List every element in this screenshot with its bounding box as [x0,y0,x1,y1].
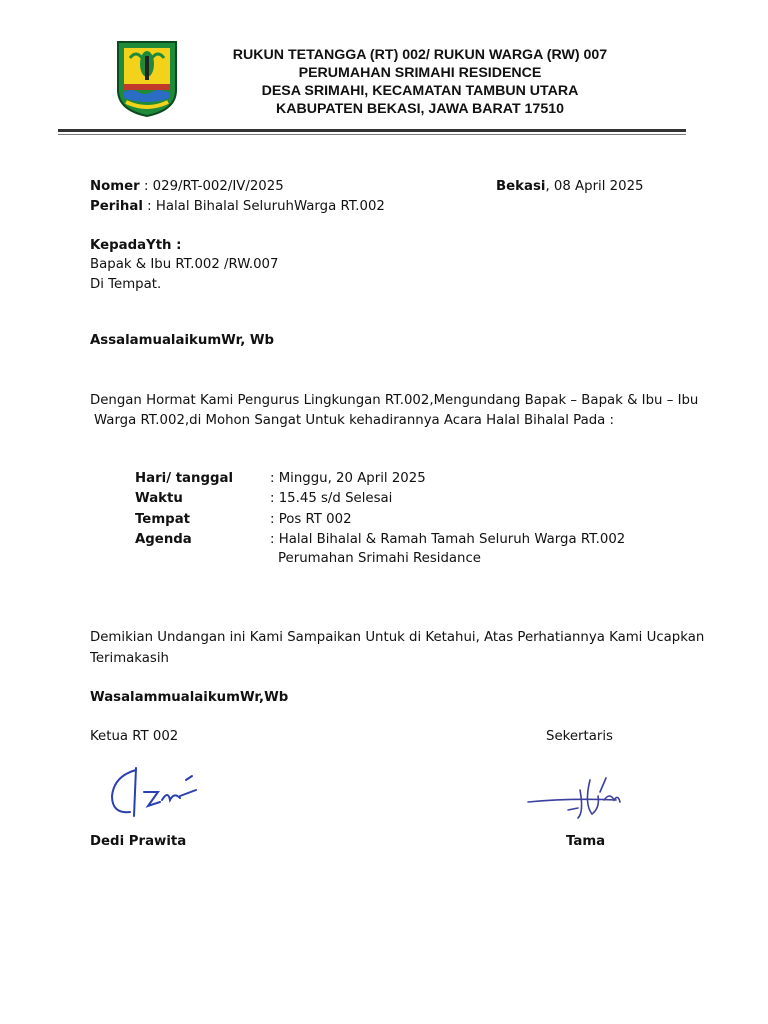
body-line-2: Warga RT.002,di Mohon Sangat Untuk kehadirannya Acara Halal Bihalal Pada : [94,413,615,428]
letterhead-line-2: PERUMAHAN SRIMAHI RESIDENCE [298,65,542,81]
event-value-place: : Pos RT 002 [270,512,352,527]
recipient-line-1: Bapak & Ibu RT.002 /RW.007 [90,257,279,272]
event-value-agenda: : Halal Bihalal & Ramah Tamah Seluruh Warga RT.002 [270,532,626,547]
right-signer-title: Sekertaris [546,729,613,744]
letterhead-line-1: RUKUN TETANGGA (RT) 002/ RUKUN WARGA (RW) 007 [232,47,608,63]
recipient-line-2: Di Tempat. [90,277,162,292]
right-handwritten-signature [520,770,650,830]
body-line-1: Dengan Hormat Kami Pengurus Lingkungan RT.002,Mengundang Bapak – Bapak & Ibu – Ibu [90,393,699,408]
left-signer-title: Ketua RT 002 [90,729,179,744]
farewell: WasalammualaikumWr,Wb [90,690,289,705]
nomor-label: Nomer [90,179,140,194]
letterhead-line-3: DESA SRIMAHI, KECAMATAN TAMBUN UTARA [261,83,579,99]
event-label-time: Waktu [135,491,183,506]
header-divider [58,129,686,132]
event-label-date: Hari/ tanggal [135,471,234,486]
closing-line-2: Terimakasih [90,651,169,666]
event-label-agenda: Agenda [135,532,192,547]
date-value: , 08 April 2025 [545,179,644,194]
greeting: AssalamualaikumWr, Wb [90,333,275,348]
event-label-place: Tempat [135,512,191,527]
nomor-row [90,177,284,197]
recipient-label: KepadaYth : [90,238,182,253]
nomor-value: : 029/RT-002/IV/2025 [143,179,284,194]
event-value-date: : Minggu, 20 April 2025 [270,471,426,486]
event-value-time: : 15.45 s/d Selesai [270,491,393,506]
left-signer-name: Dedi Prawita [90,834,187,849]
event-agenda-continued: Perumahan Srimahi Residance [278,551,481,566]
closing-line-1: Demikian Undangan ini Kami Sampaikan Untuk di Ketahui, Atas Perhatiannya Kami Ucapkan [90,630,705,645]
right-signer-name: Tama [566,834,606,849]
letterhead-line-4: KABUPATEN BEKASI, JAWA BARAT 17510 [276,101,564,117]
header-divider-thin [58,134,686,135]
place-name: Bekasi [496,179,546,194]
perihal-value: : Halal Bihalal SeluruhWarga RT.002 [147,199,385,214]
perihal-label: Perihal [90,199,143,214]
letter-date [496,177,644,197]
perihal-row [90,197,385,217]
left-handwritten-signature [100,762,210,824]
